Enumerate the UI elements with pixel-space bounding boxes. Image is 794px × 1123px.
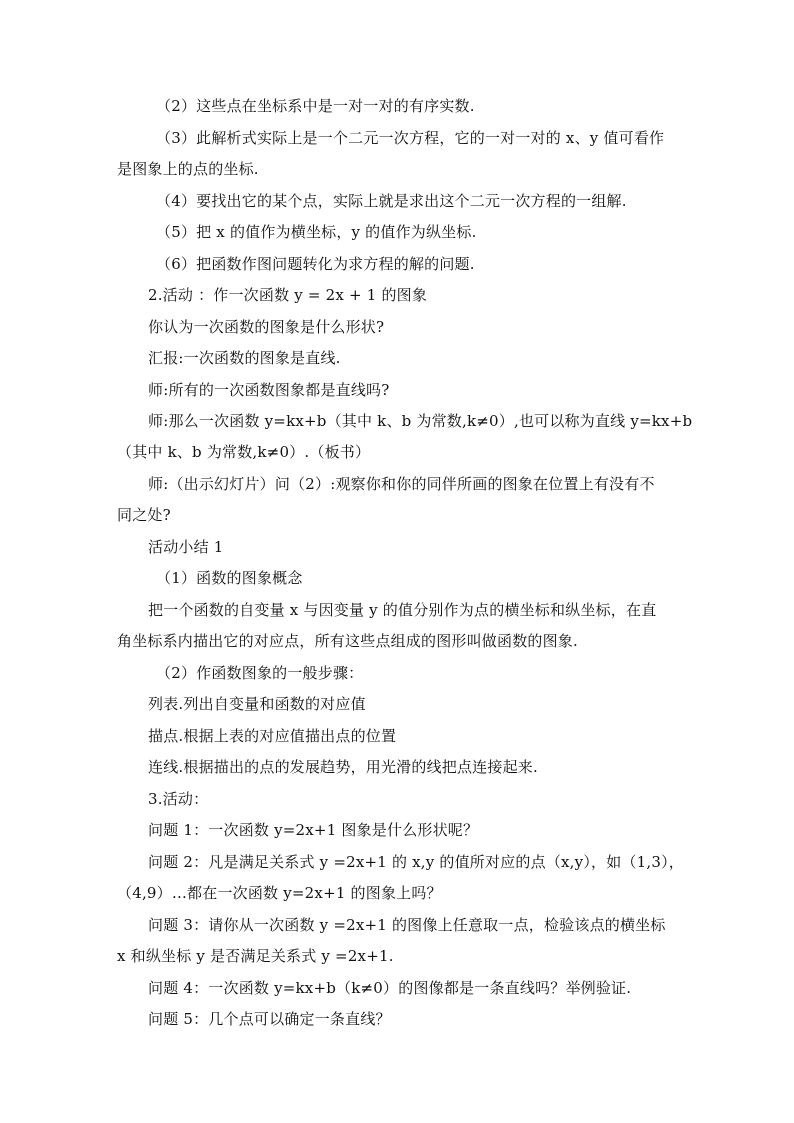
text-line: （2）这些点在坐标系中是一对一对的有序实数. — [156, 97, 475, 115]
text-line: 师:（出示幻灯片）问（2）:观察你和你的同伴所画的图象在位置上有没有不 — [148, 475, 655, 493]
text-line: 师:所有的一次函数图象都是直线吗? — [148, 381, 390, 399]
text-line: 你认为一次函数的图象是什么形状? — [148, 318, 385, 336]
text-line: 角坐标系内描出它的对应点，所有这些点组成的图形叫做函数的图象. — [117, 632, 578, 650]
text-line: （5）把 x 的值作为横坐标，y 的值作为纵坐标. — [156, 223, 477, 241]
text-line: 把一个函数的自变量 x 与因变量 y 的值分别作为点的横坐标和纵坐标，在直 — [148, 601, 657, 619]
text-line: x 和纵坐标 y 是否满足关系式 y =2x+1. — [117, 947, 394, 965]
text-line: 连线.根据描出的点的发展趋势，用光滑的线把点连接起来. — [148, 758, 538, 776]
text-line: （2）作函数图象的一般步骤： — [156, 664, 364, 682]
text-line: （4）要找出它的某个点，实际上就是求出这个二元一次方程的一组解. — [156, 192, 627, 210]
text-line: 师:那么一次函数 y=kx+b（其中 k、b 为常数,k≠0）,也可以称为直线 y=kx+b — [148, 412, 693, 430]
text-line: 活动小结 1 — [148, 538, 224, 556]
text-line: （3）此解析式实际上是一个二元一次方程，它的一对一对的 x、y 值可看作 — [156, 129, 665, 147]
text-line: 同之处? — [117, 506, 171, 524]
text-line: 汇报:一次函数的图象是直线. — [148, 349, 341, 367]
text-line: 描点.根据上表的对应值描出点的位置 — [148, 727, 397, 745]
text-line: 是图象上的点的坐标. — [117, 160, 259, 178]
text-line: （1）函数的图象概念 — [156, 569, 303, 587]
text-line: 问题 3：请你从一次函数 y =2x+1 的图像上任意取一点，检验该点的横坐标 — [148, 916, 666, 934]
text-line: （6）把函数作图问题转化为求方程的解的问题. — [156, 255, 475, 273]
text-line: （4,9）…都在一次函数 y=2x+1 的图象上吗？ — [117, 884, 442, 902]
text-line: 2.活动 ：作一次函数 y = 2x + 1 的图象 — [148, 286, 428, 304]
text-line: 3.活动： — [148, 790, 209, 808]
text-line: 问题 5：几个点可以确定一条直线？ — [148, 1010, 391, 1028]
text-line: 问题 2：凡是满足关系式 y =2x+1 的 x,y 的值所对应的点（x,y），如（1,3）， — [148, 853, 684, 871]
text-line: 问题 1：一次函数 y=2x+1 图象是什么形状呢？ — [148, 821, 479, 839]
text-line: 列表.列出自变量和函数的对应值 — [148, 695, 366, 713]
text-line: 问题 4：一次函数 y=kx+b（k≠0）的图像都是一条直线吗？举例验证. — [148, 979, 632, 997]
text-line: （其中 k、b 为常数,k≠0）.（板书） — [117, 443, 371, 461]
